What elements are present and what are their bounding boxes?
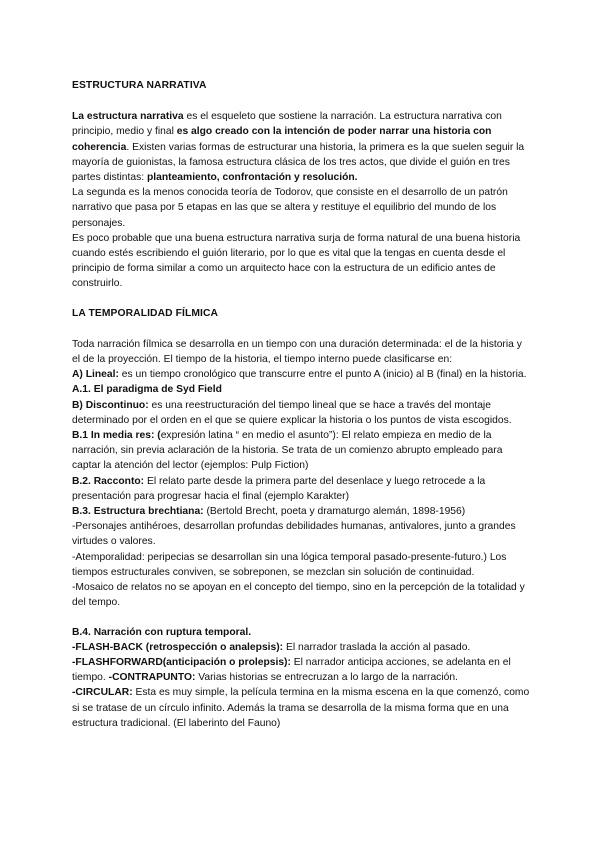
brecht-list-item: -Atemporalidad: peripecias se desarrollan sin una lógica temporal pasado-presente-futuro.) Los tiempos estructurales conviven, se sobreponen, se mezclan sin solución de continuidad. <box>72 551 507 578</box>
brechtiana-label: B.3. Estructura brechtiana: <box>72 506 204 518</box>
item-lineal <box>72 367 532 397</box>
ruptura-heading <box>72 625 532 640</box>
racconto-text: El relato parte desde la primera parte del desenlace y luego retrocede a la presentación para progresar hacia el final (ejemplo Karakter) <box>72 475 486 502</box>
ruptura-label: B.4. Narración con ruptura temporal. <box>72 626 252 638</box>
discontinuo-text: es una reestructuración del tiempo lineal que se hace a través del montaje determinado por el orden en el que se quiere explicar la historia o los puntos de vista escogidos. <box>72 399 512 426</box>
paragraph-todorov: La segunda es la menos conocida teoría de Todorov, que consiste en el desarrollo de un patrón narrativo que pasa por 5 etapas en las que se altera y restituye el equilibrio del mundo de los personajes. <box>72 187 508 229</box>
item-circular <box>72 685 532 731</box>
circular-label: -CIRCULAR: <box>72 687 133 699</box>
item-flashback <box>72 640 532 655</box>
p1-seg-2: es algo creado con la intención de poder narrar una historia con coherencia <box>72 126 492 153</box>
flashforward-text: El narrador anticipa acciones, se adelanta en el tiempo. <box>72 656 511 684</box>
paragraph-estructura-intro <box>72 109 532 185</box>
syd-field-label: A.1. El paradigma de Syd Field <box>72 384 222 396</box>
discontinuo-label: B) Discontinuo: <box>72 399 149 411</box>
item-brechtiana <box>72 504 532 519</box>
item-discontinuo <box>72 398 532 428</box>
paragraph-guion: Es poco probable que una buena estructura narrativa surja de forma natural de una buena historia cuando estés escribiendo el guión literario, por lo que es vital que la tengas en cuenta desde el principio de forma similar a como un arquitecto hace con la estructura de un edificio antes de construirlo. <box>72 232 521 290</box>
section-title-temporalidad: LA TEMPORALIDAD FÍLMICA <box>72 307 219 319</box>
brecht-list-item: -Personajes antihéroes, desarrollan profundas debilidades humanas, antivalores, junto a grandes virtudes o valores. <box>72 521 516 548</box>
lineal-text: es un tiempo cronológico que transcurre entre el punto A (inicio) al B (final) en la historia. <box>118 369 527 381</box>
in-media-res-label: B.1 In media res: ( <box>72 430 161 442</box>
racconto-label: B.2. Racconto: <box>72 475 145 487</box>
in-media-res-text: expresión latina “ en medio el asunto”): El relato empieza en medio de la narración, sin previa aclaración de la historia. Se trata de un comienzo abrupto empleado para captar la atención del lector (ejemplos: Pulp Fiction) <box>72 430 503 472</box>
flashback-label: -FLASH-BACK (retrospección o analepsis): <box>72 641 284 653</box>
paragraph-temporalidad-intro: Toda narración fílmica se desarrolla en un tiempo con una duración determinada: el de la historia y el de la proyección. El tiempo de la historia, el tiempo interno puede clasificarse en: <box>72 338 522 366</box>
p1-seg-0: La estructura narrativa <box>72 111 184 123</box>
flashforward-label: -FLASHFORWARD(anticipación o prolepsis): <box>72 656 291 668</box>
p1-seg-3: . Existen varias formas de estructurar una historia, la primera es la que suelen seguir la mayoría de guionistas, la famosa estructura clásica de los tres actos, que divide el guión en tres partes distintas: <box>72 141 525 184</box>
section-title-estructura: ESTRUCTURA NARRATIVA <box>72 80 207 91</box>
item-flashforward <box>72 655 532 685</box>
brechtiana-text: (Bertold Brecht, poeta y dramaturgo alemán, 1898-1956) <box>203 506 466 518</box>
flashback-text: El narrador traslada la acción al pasado. <box>283 641 471 653</box>
p1-seg-1: es el esqueleto que sostiene la narración. La estructura narrativa con principio, medio y final <box>72 111 502 138</box>
contrapunto-label: -CONTRAPUNTO: <box>108 672 196 684</box>
lineal-label: A) Lineal: <box>72 369 119 381</box>
item-racconto <box>72 474 532 504</box>
p1-seg-4: planteamiento, confrontación y resolución. <box>146 172 358 184</box>
brecht-list-item: -Mosaico de relatos no se apoyan en el concepto del tiempo, sino en la percepción de la totalidad y del tempo. <box>72 582 525 609</box>
item-in-media-res <box>72 428 532 474</box>
contrapunto-text: Varias historias se entrecruzan a lo largo de la narración. <box>195 672 458 684</box>
circular-text: Esta es muy simple, la película termina en la misma escena en la que comenzó, como si se tratase de un círculo infinito. Además la trama se desarrolla de la misma forma que en una estructura tradicional. (El laberinto del Fauno) <box>72 687 530 729</box>
document-page <box>72 78 532 731</box>
